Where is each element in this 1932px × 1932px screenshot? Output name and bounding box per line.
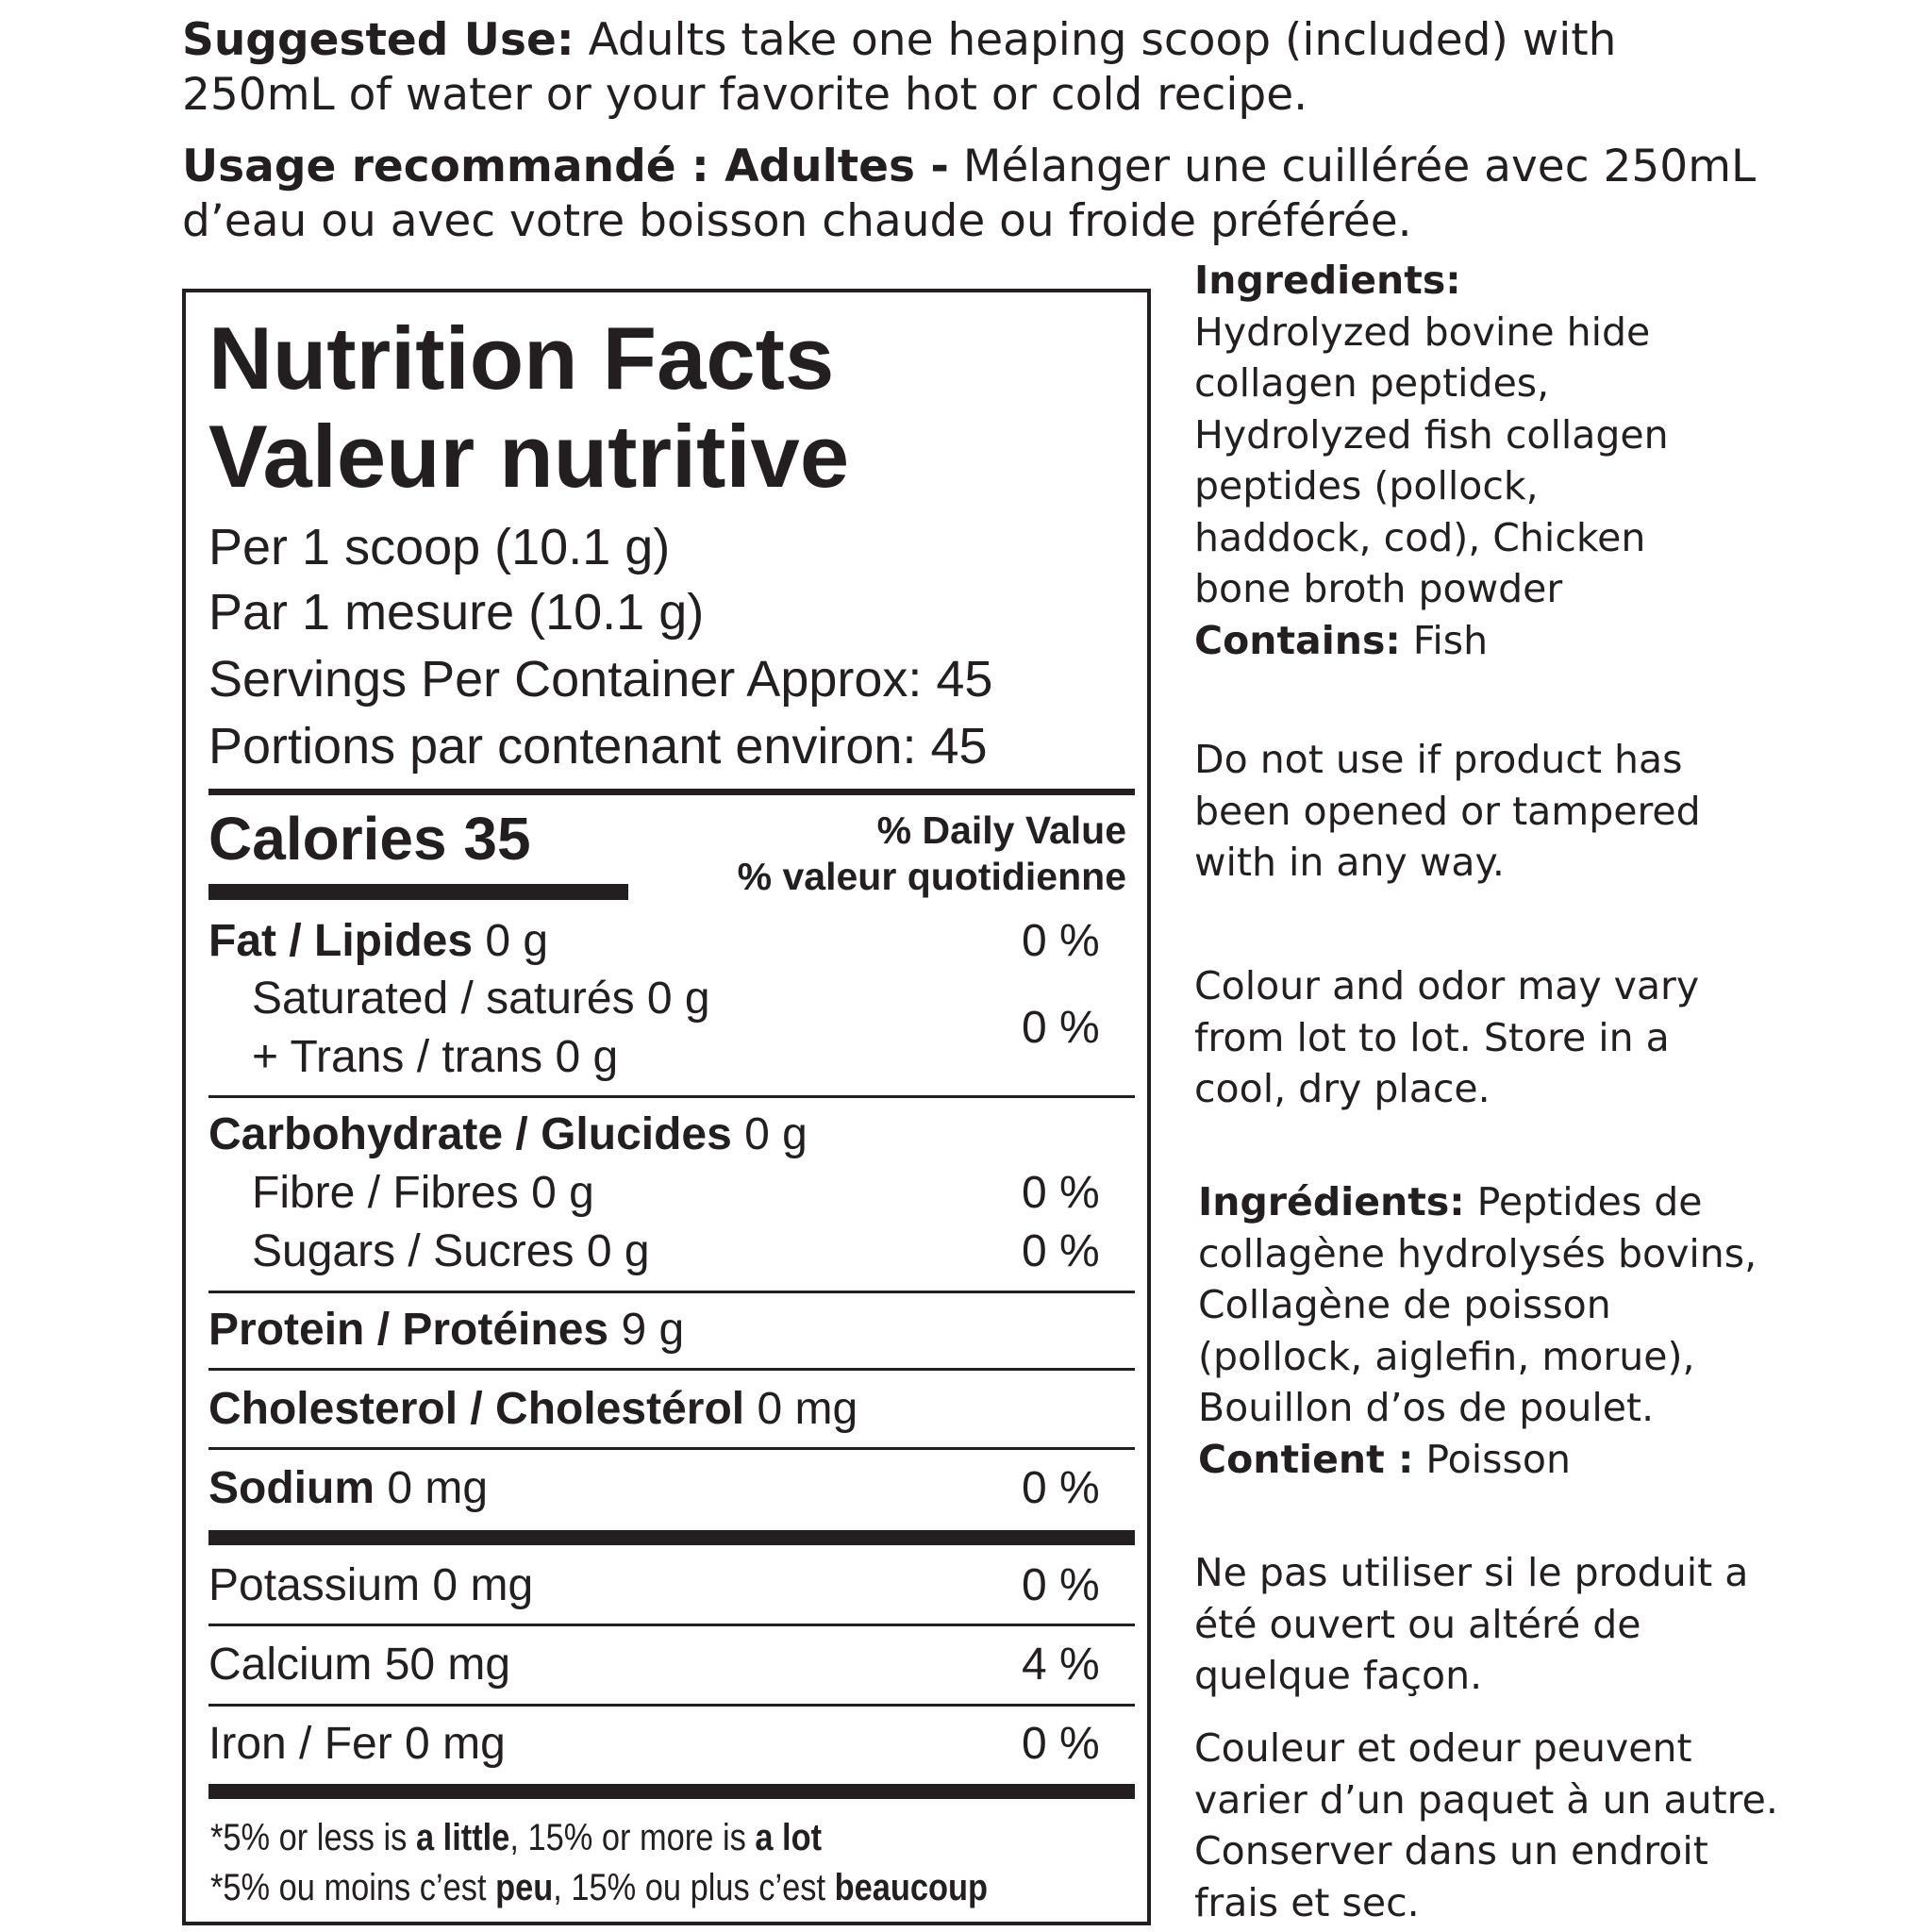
potassium-dv: 0 %	[1022, 1560, 1100, 1610]
saturated-row: Saturated / saturés 0 g	[252, 974, 710, 1024]
calcium-row: Calcium 50 mg	[208, 1640, 511, 1690]
rule-thin	[208, 1447, 1135, 1450]
daily-value-en: % Daily Value	[876, 808, 1126, 852]
footnote-en-text: , 15% or more is	[509, 1817, 756, 1858]
footnote-fr-text: *5% ou moins c’est	[210, 1867, 496, 1908]
rule-thin	[208, 1704, 1135, 1707]
carbohydrate-amount: 0 g	[731, 1109, 808, 1159]
cholesterol-label: Cholesterol / Cholestérol	[208, 1384, 745, 1434]
ingredients-fr-text: Peptides de collagène hydrolysés bovins, Collagène de poisson (pollock, aiglefin, morue), Bouillon d’os de poulet.	[1198, 1179, 1757, 1430]
nutrition-facts-title: Nutrition Facts	[208, 308, 835, 408]
rule-thin	[208, 1095, 1135, 1098]
usage-recommande-label: Usage recommandé : Adultes -	[182, 141, 949, 192]
servings-per-container-fr: Portions par contenant environ: 45	[208, 718, 988, 774]
fibre-row: Fibre / Fibres 0 g	[252, 1168, 594, 1218]
daily-value-fr: % valeur quotidienne	[737, 855, 1126, 898]
cholesterol-row	[208, 1383, 858, 1436]
rule-thin	[208, 1368, 1135, 1371]
ingredients-en	[1194, 255, 1723, 666]
nutrition-facts-table	[182, 289, 1151, 1925]
rule-thick	[208, 1784, 1135, 1799]
saturated-trans-dv: 0 %	[1022, 1003, 1100, 1053]
serving-size-fr: Par 1 mesure (10.1 g)	[208, 584, 705, 641]
sugars-dv: 0 %	[1022, 1226, 1100, 1276]
footnote-fr-bold: peu	[495, 1867, 554, 1908]
serving-size-en: Per 1 scoop (10.1 g)	[208, 519, 671, 575]
carbohydrate-label: Carbohydrate / Glucides	[208, 1109, 732, 1159]
ingredients-fr-label: Ingrédients:	[1198, 1179, 1465, 1224]
rule-thick	[208, 789, 1135, 795]
footnote-fr-text: , 15% ou plus c’est	[553, 1867, 835, 1908]
sugars-row: Sugars / Sucres 0 g	[252, 1226, 650, 1276]
footnote-en-text: *5% or less is	[210, 1817, 416, 1858]
protein-row	[208, 1304, 684, 1357]
calcium-dv: 4 %	[1022, 1640, 1100, 1690]
sodium-label: Sodium	[208, 1463, 375, 1513]
ingredients-label: Ingredients:	[1194, 258, 1461, 303]
iron-dv: 0 %	[1022, 1719, 1100, 1769]
protein-amount: 9 g	[608, 1305, 685, 1355]
suggested-use-text: Adults take one heaping scoop (included) with 250mL of water or your favorite hot or cold recipe.	[182, 14, 1617, 121]
fat-row	[208, 915, 548, 968]
fat-dv: 0 %	[1022, 916, 1100, 966]
footnote-en-bold: a lot	[755, 1817, 823, 1858]
fat-label: Fat / Lipides	[208, 916, 474, 966]
suggested-use-en	[182, 13, 1767, 123]
contains-label: Contains:	[1194, 617, 1401, 663]
usage-recommande-text: Mélanger une cuillérée avec 250mL d’eau ou avec votre boisson chaude ou froide préférée.	[182, 141, 1757, 247]
servings-per-container-en: Servings Per Container Approx: 45	[208, 651, 993, 708]
ingredients-fr	[1198, 1176, 1764, 1485]
fat-amount: 0 g	[473, 916, 549, 966]
sodium-amount: 0 mg	[375, 1463, 489, 1513]
fibre-dv: 0 %	[1022, 1168, 1100, 1218]
rule-thin	[208, 1624, 1135, 1626]
suggested-use-fr	[182, 140, 1767, 249]
storage-en: Colour and odor may vary from lot to lot. Store in a cool, dry place.	[1194, 963, 1700, 1111]
warning-fr: Ne pas utiliser si le produit a été ouvert ou altéré de quelque façon.	[1194, 1550, 1749, 1698]
potassium-row: Potassium 0 mg	[208, 1560, 534, 1610]
sodium-row	[208, 1462, 488, 1515]
contains-text: Fish	[1400, 617, 1489, 663]
footnote-fr-bold: beaucoup	[834, 1867, 989, 1908]
storage-fr: Couleur et odeur peuvent varier d’un paquet à un autre. Conserver dans un endroit frais et sec.	[1194, 1725, 1778, 1925]
carbohydrate-row	[208, 1108, 808, 1161]
protein-label: Protein / Protéines	[208, 1305, 609, 1355]
suggested-use-label: Suggested Use:	[182, 14, 575, 66]
iron-row: Iron / Fer 0 mg	[208, 1719, 506, 1769]
ingredients-text: Hydrolyzed bovine hide collagen peptides, Hydrolyzed fish collagen peptides (pollock, haddock, cod), Chicken bone broth powder	[1194, 308, 1669, 611]
calories: Calories 35	[208, 805, 531, 873]
warning-en: Do not use if product has been opened or tampered with in any way.	[1194, 737, 1701, 885]
cholesterol-amount: 0 mg	[744, 1384, 858, 1434]
rule-thick	[208, 1530, 1135, 1545]
calories-underline	[208, 884, 628, 900]
valeur-nutritive-title: Valeur nutritive	[208, 407, 850, 506]
rule-thin	[208, 1291, 1135, 1293]
footnote-fr	[210, 1863, 988, 1912]
trans-row: + Trans / trans 0 g	[252, 1032, 619, 1082]
sodium-dv: 0 %	[1022, 1463, 1100, 1513]
contains-fr-label: Contient :	[1198, 1436, 1414, 1482]
footnote-en-bold: a little	[415, 1817, 510, 1858]
footnote-en	[210, 1813, 822, 1862]
contains-fr-text: Poisson	[1413, 1436, 1571, 1482]
